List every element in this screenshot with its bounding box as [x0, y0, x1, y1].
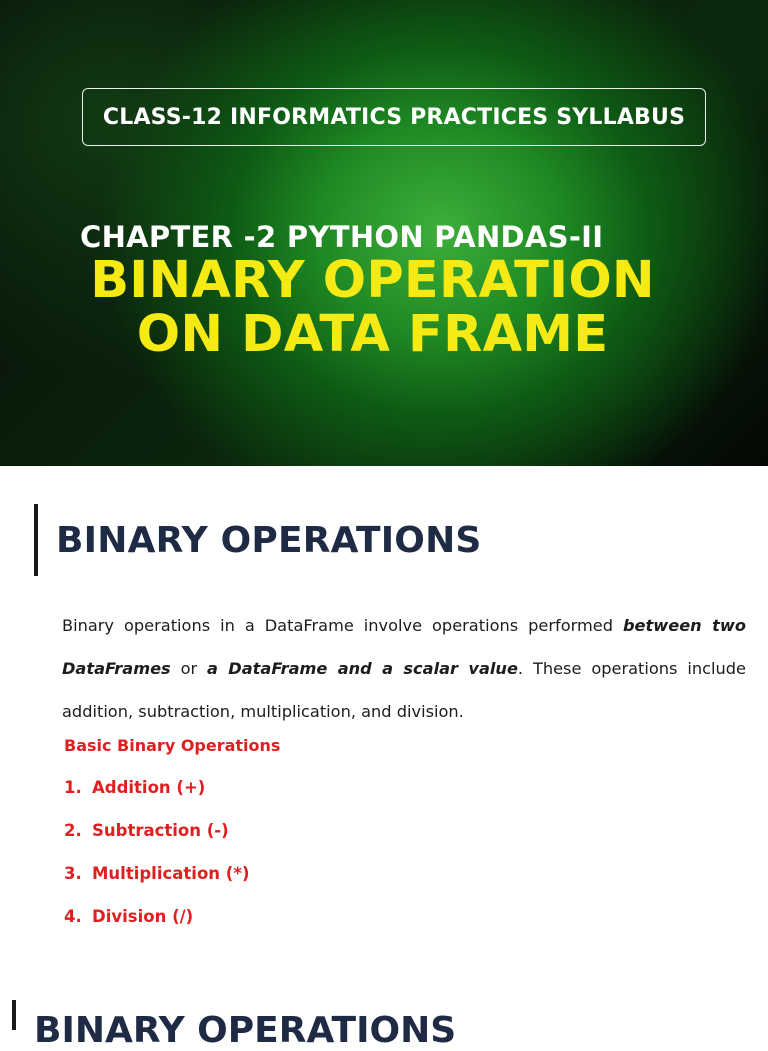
paragraph-text-1: Binary operations in a DataFrame involve operations performed	[62, 616, 623, 635]
list-item	[64, 907, 249, 950]
syllabus-label-box	[82, 88, 706, 146]
next-section-title: BINARY OPERATIONS	[34, 1010, 457, 1051]
title-banner	[0, 0, 768, 466]
section-title: BINARY OPERATIONS	[56, 520, 482, 561]
list-item	[64, 864, 249, 907]
list-item	[64, 821, 249, 864]
list-item-number: 1.	[64, 778, 82, 797]
paragraph-text-3: . These operations include addition, subtraction, multiplication, and division.	[62, 659, 746, 721]
document-section	[0, 466, 768, 1051]
list-item-label: Subtraction (-)	[92, 821, 229, 840]
headline-line-1: BINARY OPERATION	[90, 251, 655, 310]
list-item-label: Multiplication (*)	[92, 864, 250, 883]
chapter-title: CHAPTER -2 PYTHON PANDAS-II	[80, 220, 604, 254]
list-item-number: 4.	[64, 907, 82, 926]
list-item-number: 2.	[64, 821, 82, 840]
paragraph-bold-2: a DataFrame and a scalar value	[207, 659, 518, 678]
intro-paragraph	[62, 604, 746, 733]
section-accent-bar	[34, 504, 38, 576]
paragraph-text-2: or	[170, 659, 208, 678]
paragraph-bold-1: between two DataFrames	[62, 616, 746, 678]
syllabus-label: CLASS-12 INFORMATICS PRACTICES SYLLABUS	[102, 104, 686, 130]
list-item-label: Addition (+)	[92, 778, 206, 797]
list-item	[64, 778, 249, 821]
list-heading: Basic Binary Operations	[64, 736, 281, 755]
operations-list	[64, 778, 249, 950]
next-section-accent-bar	[12, 1000, 16, 1030]
list-item-label: Division (/)	[92, 907, 194, 926]
headline-line-2: ON DATA FRAME	[136, 305, 609, 364]
headline	[0, 251, 745, 364]
list-item-number: 3.	[64, 864, 82, 883]
